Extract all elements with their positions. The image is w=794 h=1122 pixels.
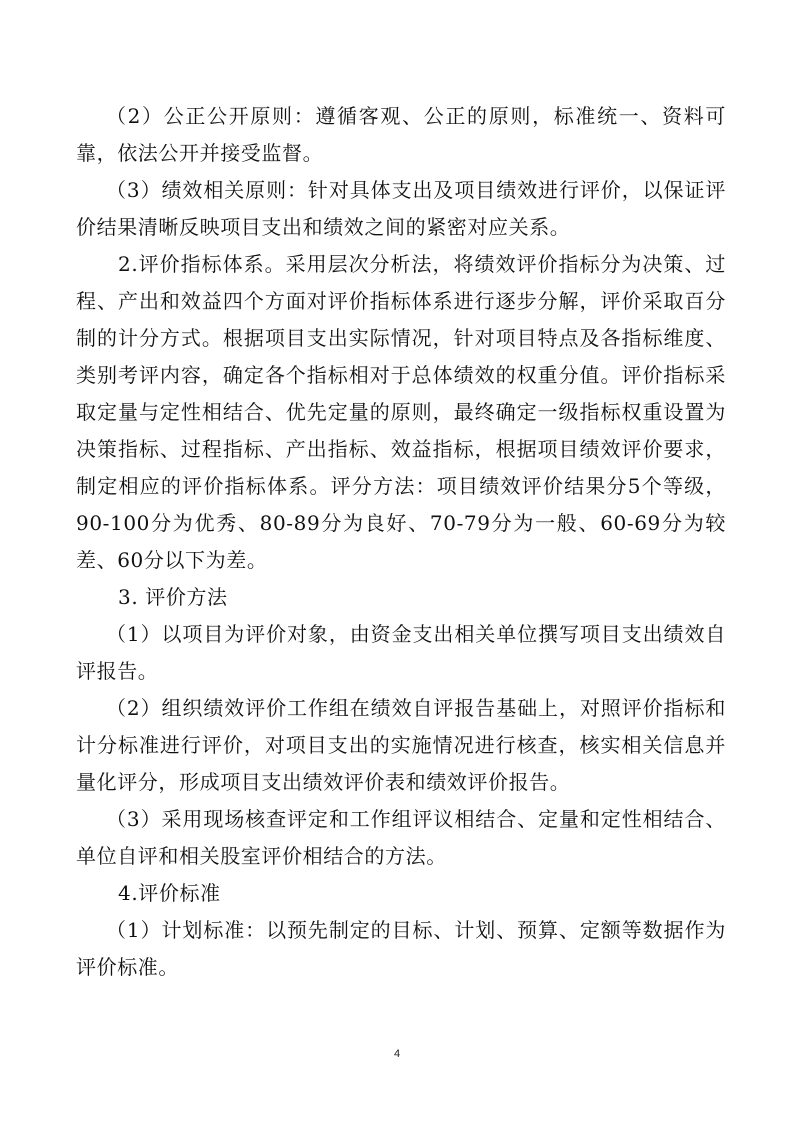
document-body [76, 98, 726, 986]
paragraph-evaluation-index-system: 2.评价指标体系。采用层次分析法，将绩效评价指标分为决策、过程、产出和效益四个方面对评价指标体系进行逐步分解，评价采取百分制的计分方式。根据项目支出实际情况，针对项目特点及各指标维度、类别考评内容，确定各个指标相对于总体绩效的权重分值。评价指标采取定量与定性相结合、优先定量的原则，最终确定一级指标权重设置为决策指标、过程指标、产出指标、效益指标，根据项目绩效评价要求，制定相应的评价指标体系。评分方法：项目绩效评价结果分5个等级，90-100分为优秀、80-89分为良好、70-79分为一般、60-69分为较差、60分以下为差。 [76, 252, 726, 572]
paragraph-standard-1: （1）计划标准：以预先制定的目标、计划、预算、定额等数据作为评价标准。 [76, 918, 726, 979]
paragraph-method-2: （2）组织绩效评价工作组在绩效自评报告基础上，对照评价指标和计分标准进行评价，对项目支出的实施情况进行核查，核实相关信息并量化评分，形成项目支出绩效评价表和绩效评价报告。 [76, 696, 726, 794]
page-number: 4 [393, 1048, 401, 1060]
paragraph-fairness-principle: （2）公正公开原则：遵循客观、公正的原则，标准统一、资料可靠，依法公开并接受监督。 [76, 104, 726, 165]
paragraph-performance-principle: （3）绩效相关原则：针对具体支出及项目绩效进行评价，以保证评价结果清晰反映项目支出和绩效之间的紧密对应关系。 [76, 178, 726, 239]
paragraph-method-3: （3）采用现场核查评定和工作组评议相结合、定量和定性相结合、单位自评和相关股室评价相结合的方法。 [76, 807, 726, 868]
heading-evaluation-method: 3. 评价方法 [118, 585, 228, 609]
paragraph-method-1: （1）以项目为评价对象，由资金支出相关单位撰写项目支出绩效自评报告。 [76, 622, 726, 683]
heading-evaluation-standard: 4.评价标准 [118, 881, 221, 905]
